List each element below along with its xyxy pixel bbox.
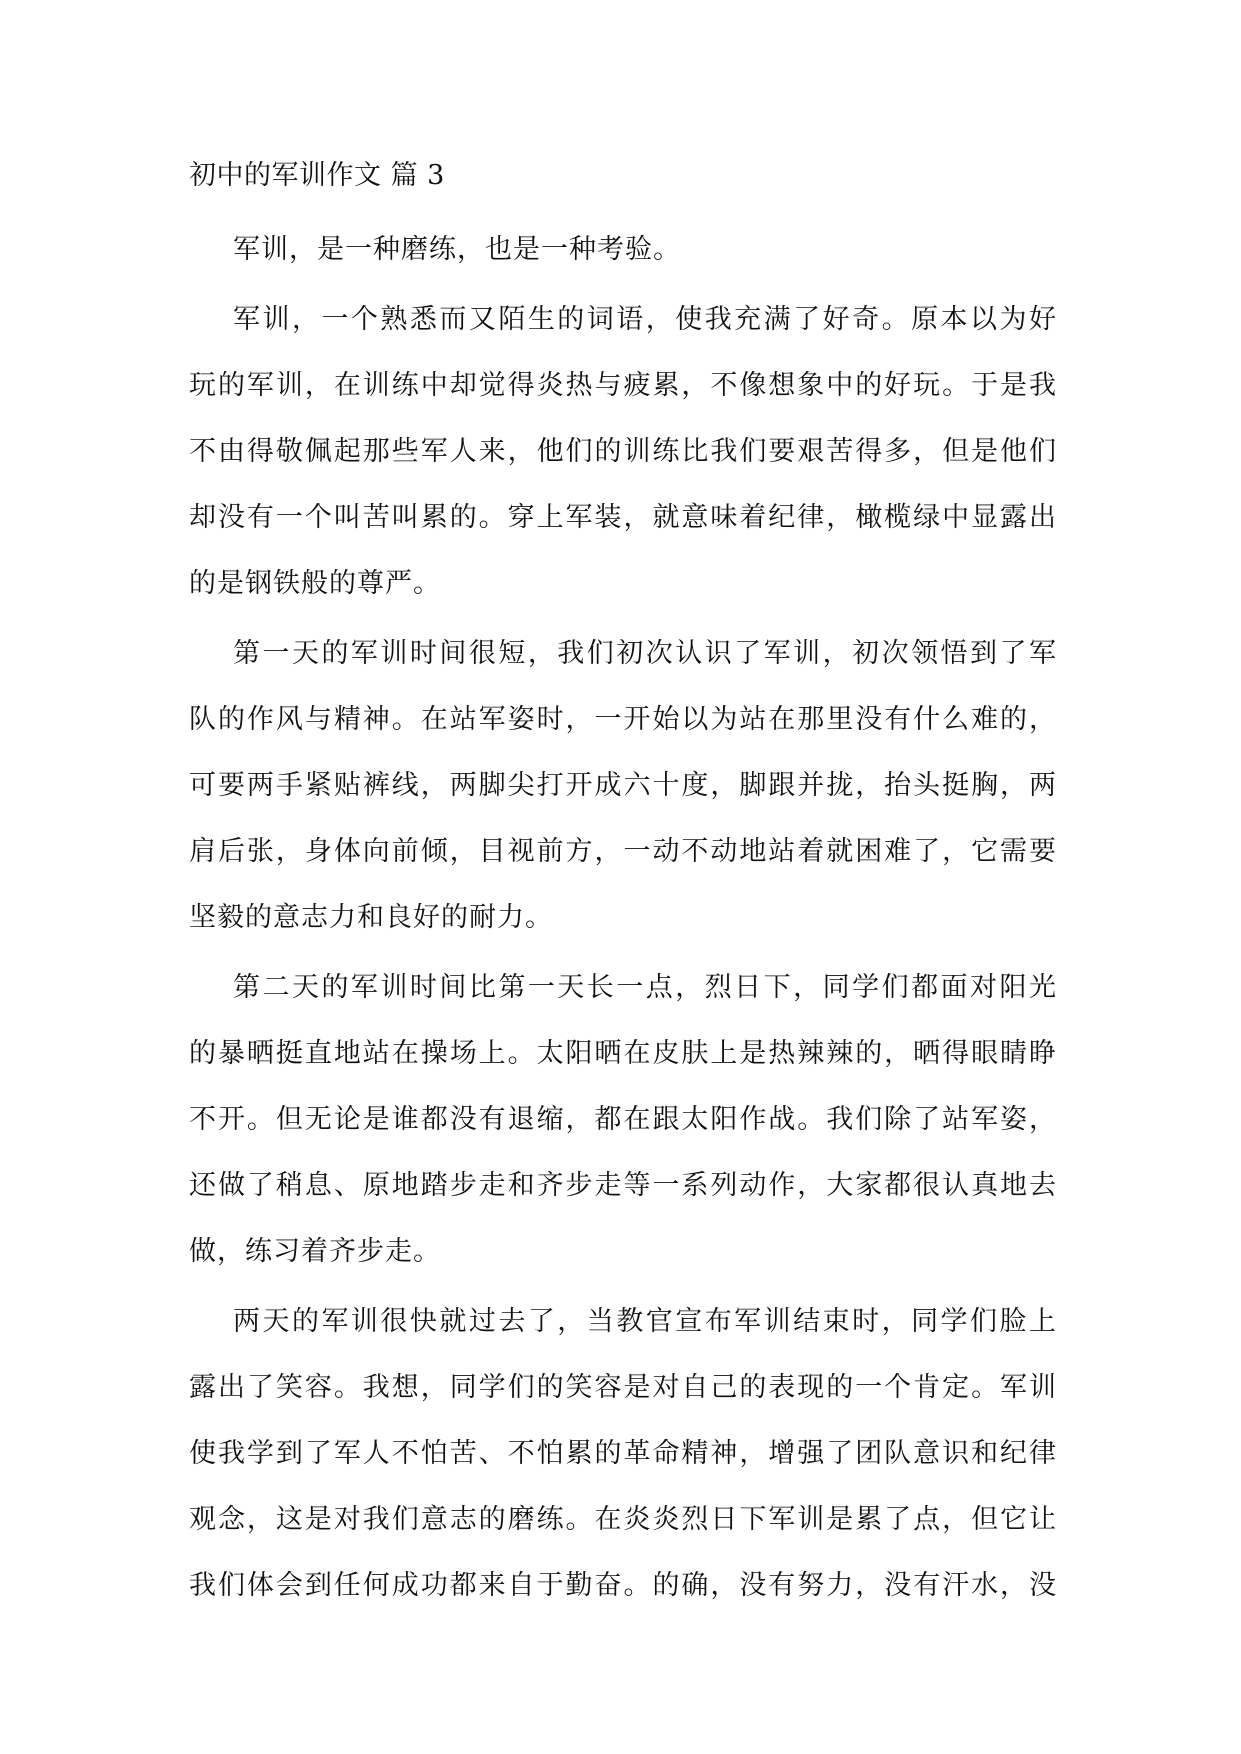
text-line: 可要两手紧贴裤线，两脚尖打开成六十度，脚跟并拢，抬头挺胸，两 <box>189 770 1057 801</box>
paragraph <box>189 298 1057 628</box>
text-line: 的暴晒挺直地站在操场上。太阳晒在皮肤上是热辣辣的，晒得眼睛睁 <box>189 1038 1057 1069</box>
text-line: 玩的军训，在训练中却觉得炎热与疲累，不像想象中的好玩。于是我 <box>189 370 1057 401</box>
text-line: 我们体会到任何成功都来自于勤奋。的确，没有努力，没有汗水，没 <box>189 1570 1057 1601</box>
text-line: 却没有一个叫苦叫累的。穿上军装，就意味着纪律，橄榄绿中显露出 <box>189 502 1057 533</box>
text-line: 做，练习着齐步走。 <box>189 1236 441 1267</box>
document-body <box>189 228 1057 1634</box>
text-line: 露出了笑容。我想，同学们的笑容是对自己的表现的一个肯定。军训 <box>189 1372 1057 1403</box>
text-line: 不开。但无论是谁都没有退缩，都在跟太阳作战。我们除了站军姿， <box>189 1104 1057 1135</box>
paragraph <box>189 1300 1057 1630</box>
text-line: 不由得敬佩起那些军人来，他们的训练比我们要艰苦得多，但是他们 <box>189 436 1057 467</box>
paragraph <box>189 228 1057 294</box>
text-line: 军训，是一种磨练，也是一种考验。 <box>233 234 681 265</box>
text-line: 坚毅的意志力和良好的耐力。 <box>189 902 553 933</box>
text-line: 第一天的军训时间很短，我们初次认识了军训，初次领悟到了军 <box>233 638 1057 669</box>
text-line: 第二天的军训时间比第一天长一点，烈日下，同学们都面对阳光 <box>233 972 1057 1003</box>
text-line: 观念，这是对我们意志的磨练。在炎炎烈日下军训是累了点，但它让 <box>189 1504 1057 1535</box>
text-line: 的是钢铁般的尊严。 <box>189 568 441 599</box>
text-line: 军训，一个熟悉而又陌生的词语，使我充满了好奇。原本以为好 <box>233 304 1057 335</box>
text-line: 两天的军训很快就过去了，当教官宣布军训结束时，同学们脸上 <box>233 1306 1057 1337</box>
text-line: 还做了稍息、原地踏步走和齐步走等一系列动作，大家都很认真地去 <box>189 1170 1057 1201</box>
paragraph <box>189 966 1057 1296</box>
text-line: 队的作风与精神。在站军姿时，一开始以为站在那里没有什么难的， <box>189 704 1057 735</box>
paragraph <box>189 632 1057 962</box>
text-line: 肩后张，身体向前倾，目视前方，一动不动地站着就困难了，它需要 <box>189 836 1057 867</box>
document-title: 初中的军训作文 篇 3 <box>189 160 445 191</box>
text-line: 使我学到了军人不怕苦、不怕累的革命精神，增强了团队意识和纪律 <box>189 1438 1057 1469</box>
